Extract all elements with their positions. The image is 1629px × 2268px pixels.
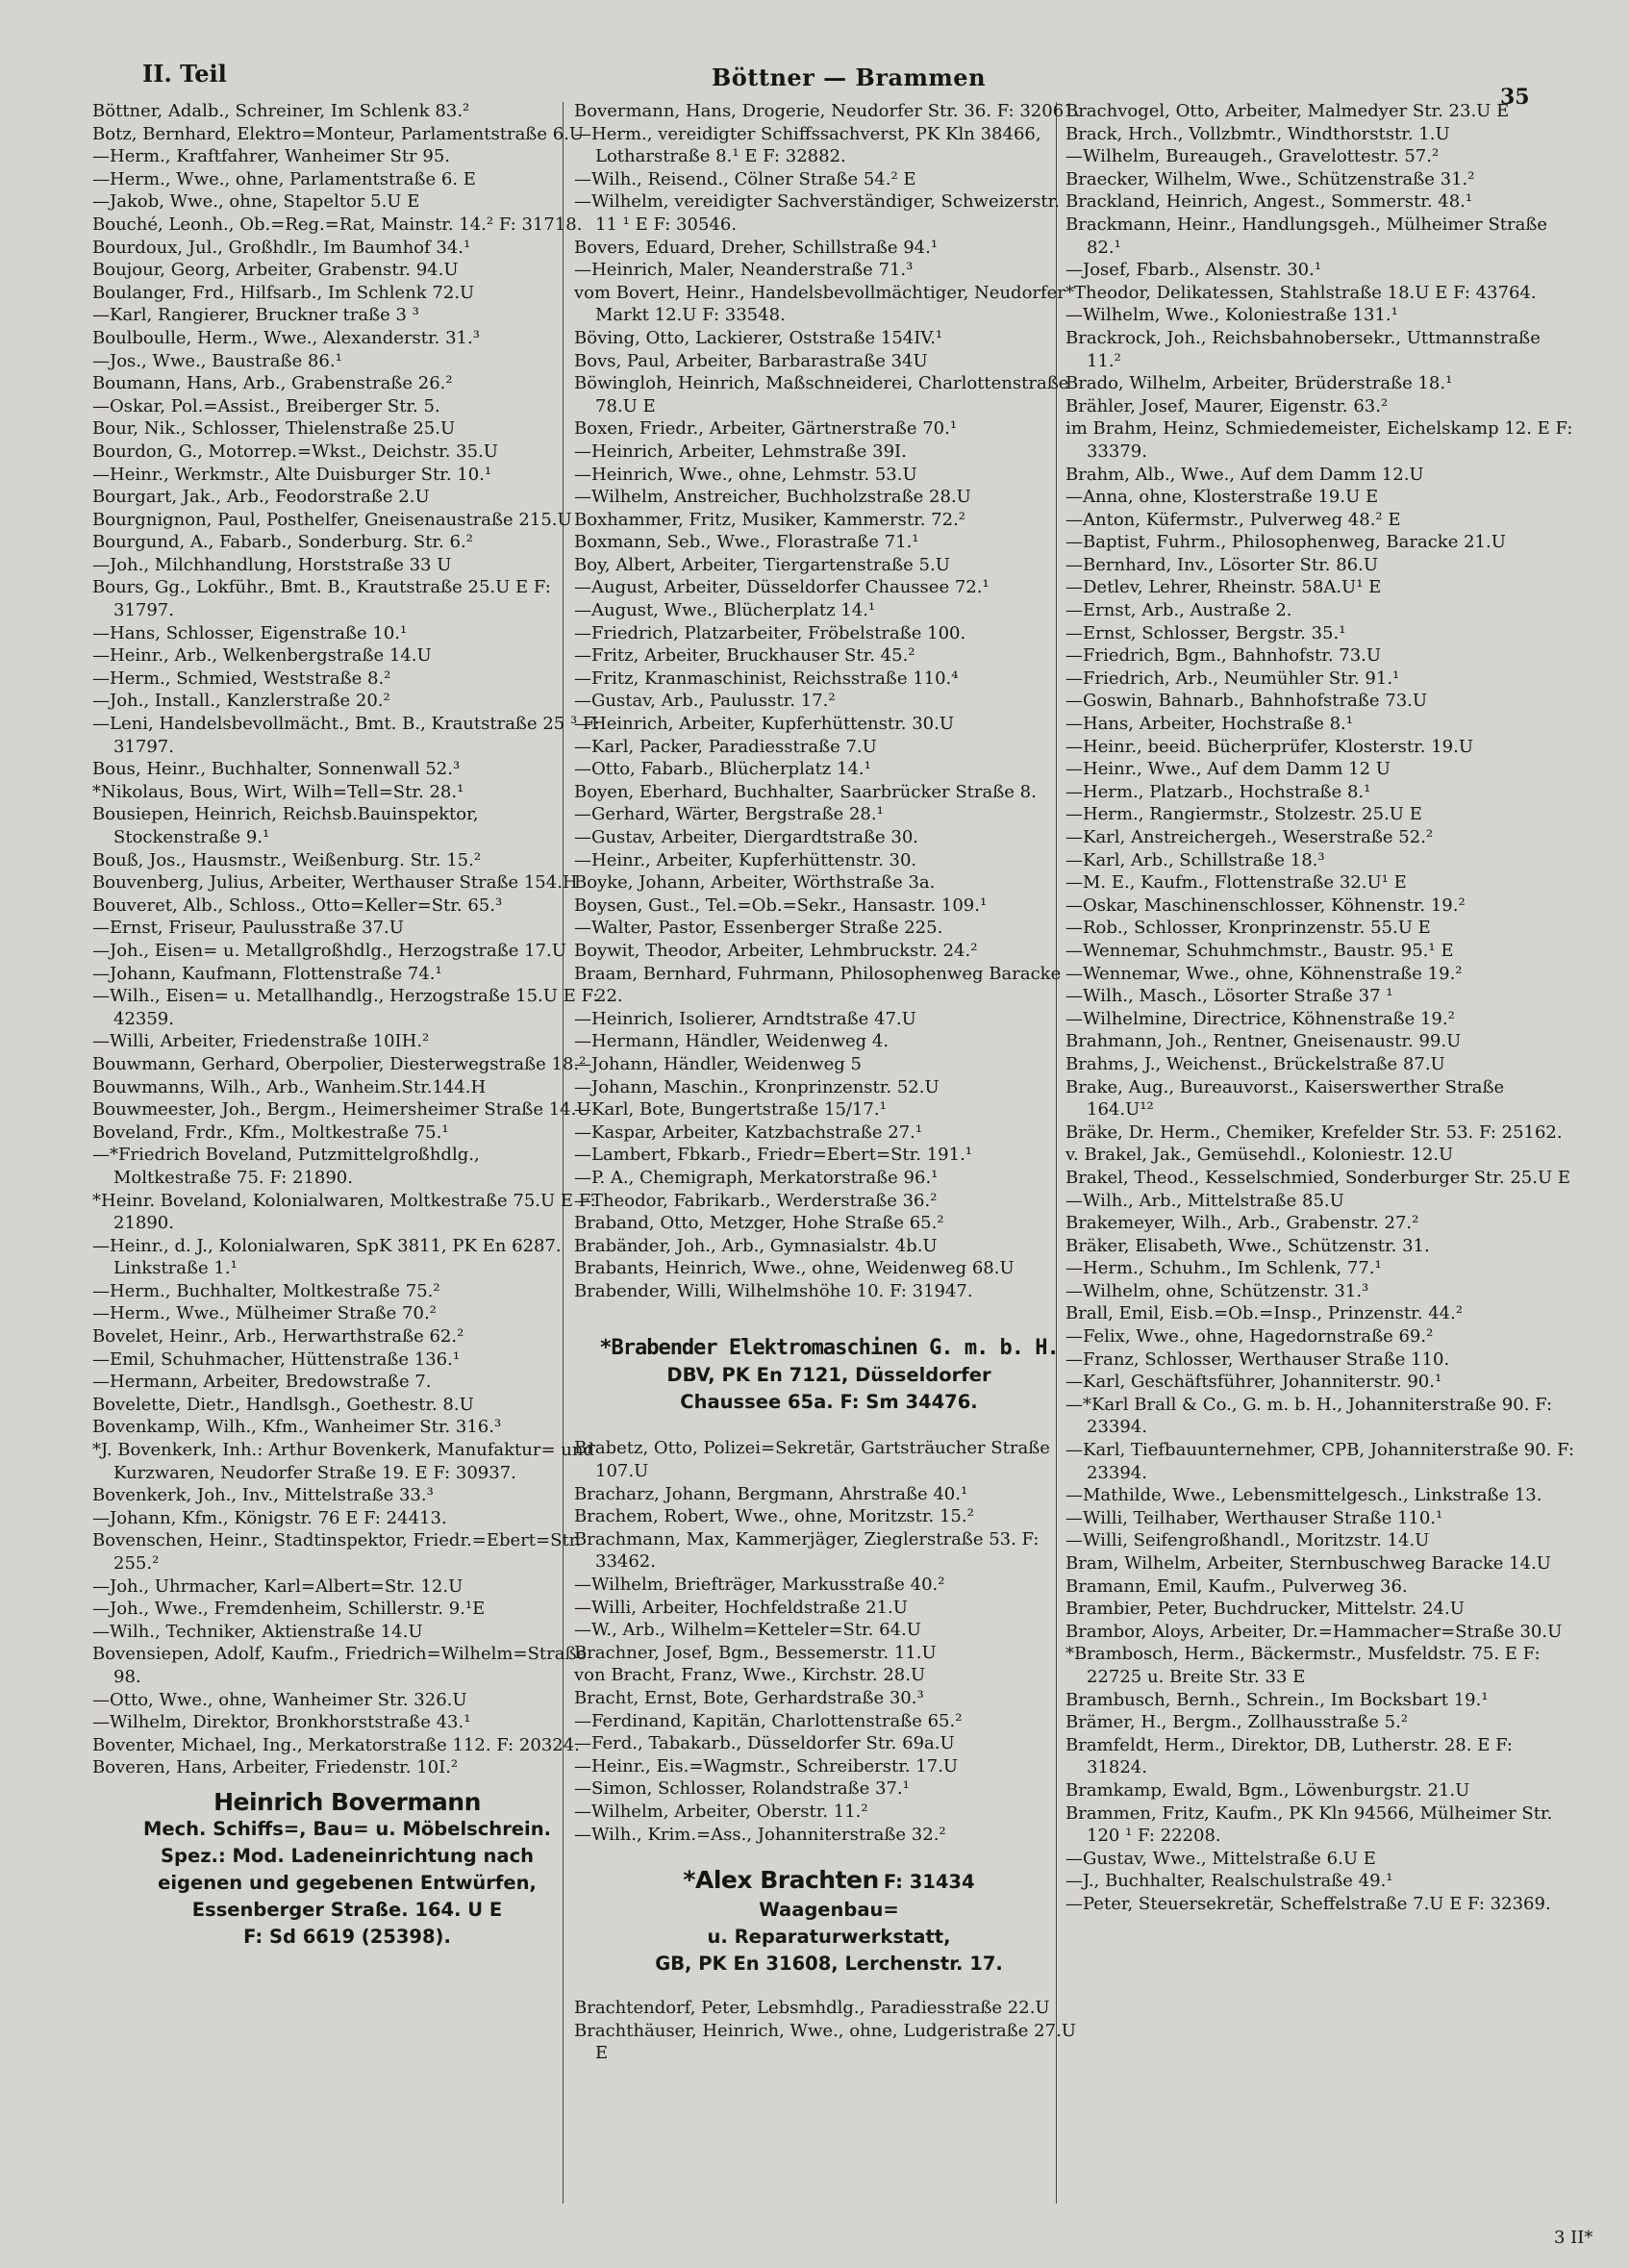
directory-entry: —Joh., Wwe., Fremdenheim, Schillerstr. 9.¹E	[92, 1599, 486, 1620]
column-1	[92, 100, 602, 1956]
directory-entry: —Heinrich, Wwe., ohne, Lehmstr. 53.U	[574, 464, 917, 485]
directory-entry: —Karl, Tiefbauunternehmer, CPB, Johanniterstraße 90. F: 23394.	[1065, 1440, 1575, 1483]
directory-entry: —Baptist, Fuhrm., Philosophenweg, Baracke 21.U	[1065, 532, 1506, 553]
directory-entry: —Anton, Küfermstr., Pulverweg 48.² E	[1065, 509, 1401, 530]
directory-entry: Bräker, Elisabeth, Wwe., Schützenstr. 31.	[1065, 1235, 1430, 1256]
directory-entry: —Ernst, Arb., Austraße 2.	[1065, 600, 1292, 621]
directory-entry: —Wilhelm, Briefträger, Markusstraße 40.²	[574, 1575, 945, 1596]
directory-entry: —Heinr., Werkmstr., Alte Duisburger Str. 10.¹	[92, 464, 492, 485]
directory-entry: Boysen, Gust., Tel.=Ob.=Sekr., Hansastr. 109.¹	[574, 895, 988, 916]
directory-entry: —Herm., Schuhm., Im Schlenk, 77.¹	[1065, 1258, 1382, 1279]
directory-entry: —Wilhelmine, Directrice, Köhnenstraße 19.²	[1065, 1008, 1455, 1029]
directory-entry: —Heinrich, Arbeiter, Kupferhüttenstr. 30.U	[574, 714, 954, 735]
directory-entry: Bourgund, A., Fabarb., Sonderburg. Str. 6.²	[92, 532, 473, 553]
directory-entry: —Wilhelm, Direktor, Bronkhorststraße 43.¹	[92, 1712, 471, 1733]
directory-entry: —*Friedrich Boveland, Putzmittelgroßhdlg., Moltkestraße 75. F: 21890.	[92, 1145, 480, 1188]
section-label: II. Teil	[142, 60, 227, 88]
directory-entry: Brammen, Fritz, Kaufm., PK Kln 94566, Mülheimer Str. 120 ¹ F: 22208.	[1065, 1802, 1553, 1847]
directory-entry: Böttner, Adalb., Schreiner, Im Schlenk 83.²	[92, 101, 470, 121]
directory-entry: —Joh., Install., Kanzlerstraße 20.²	[92, 691, 390, 712]
directory-entry: Brahmann, Joh., Rentner, Gneisenaustr. 99.U	[1065, 1031, 1462, 1052]
directory-entry: —Ernst, Schlosser, Bergstr. 35.¹	[1065, 622, 1346, 643]
directory-entry: Boyke, Johann, Arbeiter, Wörthstraße 3a.	[574, 872, 936, 894]
directory-entry: Brabetz, Otto, Polizei=Sekretär, Gartsträucher Straße 107.U	[574, 1438, 1050, 1482]
directory-entry: —Friedrich, Arb., Neumühler Str. 91.¹	[1065, 668, 1400, 689]
directory-entry: Bramann, Emil, Kaufm., Pulverweg 36.	[1065, 1575, 1408, 1597]
directory-entry: Bovelet, Heinr., Arb., Herwarthstraße 62.²	[92, 1326, 464, 1348]
directory-entry: —Karl, Packer, Paradiesstraße 7.U	[574, 736, 877, 757]
directory-entry: —Karl, Arb., Schillstraße 18.³	[1065, 849, 1325, 870]
directory-entry: —Jakob, Wwe., ohne, Stapeltor 5.U E	[92, 191, 420, 213]
directory-entry: —Hermann, Händler, Weidenweg 4.	[574, 1031, 890, 1052]
directory-entry: Brämer, H., Bergm., Zollhausstraße 5.²	[1065, 1712, 1409, 1733]
column-2	[574, 100, 1084, 2065]
entry-list-2a	[574, 100, 1084, 1302]
directory-entry: Bovelette, Dietr., Handlsgh., Goethestr. 8.U	[92, 1394, 474, 1415]
advert-line: Mech. Schiffs=, Bau= u. Möbelschrein.	[142, 1817, 552, 1840]
advert-brabender	[574, 1335, 1084, 1416]
directory-entry: Brackrock, Joh., Reichsbahnobersekr., Uttmannstraße 11.²	[1065, 327, 1541, 371]
signature-mark: 3 II*	[1554, 2228, 1593, 2248]
directory-entry: —Goswin, Bahnarb., Bahnhofstraße 73.U	[1065, 691, 1428, 712]
directory-entry: —Wilh., Techniker, Aktienstraße 14.U	[92, 1621, 423, 1642]
directory-entry: Brabants, Heinrich, Wwe., ohne, Weidenweg 68.U	[574, 1258, 1015, 1279]
directory-entry: —Heinrich, Maler, Neanderstraße 71.³	[574, 260, 914, 281]
directory-entry: —Otto, Wwe., ohne, Wanheimer Str. 326.U	[92, 1689, 467, 1710]
directory-entry: —Heinr., d. J., Kolonialwaren, SpK 3811, PK En 6287. Linkstraße 1.¹	[92, 1235, 562, 1279]
advert-line: F: Sd 6619 (25398).	[243, 1925, 451, 1948]
directory-entry: Brado, Wilhelm, Arbeiter, Brüderstraße 18.¹	[1065, 373, 1453, 394]
directory-entry: —Wilh., Krim.=Ass., Johanniterstraße 32.²	[574, 1824, 946, 1845]
advert-line: Waagenbau=	[759, 1899, 899, 1922]
directory-entry: —Wennemar, Wwe., ohne, Köhnenstraße 19.²	[1065, 963, 1463, 984]
directory-entry: Brake, Aug., Bureauvorst., Kaiserswerther Straße 164.U¹²	[1065, 1076, 1505, 1121]
directory-entry: von Bracht, Franz, Wwe., Kirchstr. 28.U	[574, 1665, 926, 1686]
directory-entry: —Wilh., Masch., Lösorter Straße 37 ¹	[1065, 986, 1393, 1007]
directory-entry: Brachtendorf, Peter, Lebsmhdlg., Paradiesstraße 22.U	[574, 1998, 1050, 2019]
directory-entry: Boyen, Eberhard, Buchhalter, Saarbrücker Straße 8.	[574, 781, 1037, 802]
directory-entry: —Herm., Wwe., ohne, Parlamentstraße 6. E	[92, 168, 476, 189]
directory-entry: Brambor, Aloys, Arbeiter, Dr.=Hammacher=Straße 30.U	[1065, 1621, 1563, 1642]
directory-entry: —Fritz, Kranmaschinist, Reichsstraße 110.⁴	[574, 668, 959, 689]
directory-entry: —Joh., Uhrmacher, Karl=Albert=Str. 12.U	[92, 1575, 464, 1597]
directory-entry: —Willi, Seifengroßhandl., Moritzstr. 14.U	[1065, 1530, 1430, 1551]
directory-entry: —Wilhelm, Arbeiter, Oberstr. 11.²	[574, 1801, 868, 1822]
directory-entry: —Jos., Wwe., Baustraße 86.¹	[92, 350, 342, 371]
directory-entry: Brackmann, Heinr., Handlungsgeh., Mülheimer Straße 82.¹	[1065, 214, 1548, 258]
directory-entry: —Heinrich, Isolierer, Arndtstraße 47.U	[574, 1008, 916, 1029]
directory-entry: *Heinr. Boveland, Kolonialwaren, Moltkestraße 75.U E F: 21890.	[92, 1190, 596, 1234]
directory-entry: Brahms, J., Weichenst., Brückelstraße 87.U	[1065, 1053, 1445, 1074]
directory-entry: Bovenschen, Heinr., Stadtinspektor, Friedr.=Ebert=Str. 255.²	[92, 1530, 582, 1574]
directory-entry: Bous, Heinr., Buchhalter, Sonnenwall 52.³	[92, 759, 461, 780]
directory-entry: —Ferdinand, Kapitän, Charlottenstraße 65.²	[574, 1710, 963, 1731]
directory-entry: —*Karl Brall & Co., G. m. b. H., Johanniterstraße 90. F: 23394.	[1065, 1394, 1553, 1438]
directory-entry: —August, Arbeiter, Düsseldorfer Chaussee 72.¹	[574, 577, 990, 598]
directory-entry: —Willi, Teilhaber, Werthauser Straße 110.¹	[1065, 1507, 1443, 1528]
directory-entry: —Johann, Kaufmann, Flottenstraße 74.¹	[92, 963, 442, 984]
directory-entry: —Lambert, Fbkarb., Friedr=Ebert=Str. 191.¹	[574, 1145, 973, 1166]
directory-entry: Bourgart, Jak., Arb., Feodorstraße 2.U	[92, 487, 430, 508]
directory-entry: Bracharz, Johann, Bergmann, Ahrstraße 40.¹	[574, 1483, 968, 1504]
directory-entry: *J. Bovenkerk, Inh.: Arthur Bovenkerk, Manufaktur= und Kurzwaren, Neudorfer Straße 19. E F: 30937.	[92, 1440, 594, 1483]
directory-entry: Bourdon, G., Motorrep.=Wkst., Deichstr. 35.U	[92, 441, 498, 462]
directory-entry: Bouwmann, Gerhard, Oberpolier, Diesterwegstraße 18.²	[92, 1053, 587, 1074]
directory-entry: Bour, Nik., Schlosser, Thielenstraße 25.U	[92, 418, 456, 440]
directory-entry: —Heinrich, Arbeiter, Lehmstraße 39I.	[574, 441, 907, 462]
directory-entry: —W., Arb., Wilhelm=Ketteler=Str. 64.U	[574, 1620, 921, 1641]
entry-list-1	[92, 100, 602, 1779]
directory-entry: —Herm., Wwe., Mülheimer Straße 70.²	[92, 1303, 437, 1324]
directory-entry: Bram, Wilhelm, Arbeiter, Sternbuschweg Baracke 14.U	[1065, 1553, 1551, 1574]
directory-entry: —Franz, Schlosser, Werthauser Straße 110.	[1065, 1348, 1450, 1370]
directory-entry: *Brambosch, Herm., Bäckermstr., Musfeldstr. 75. E F: 22725 u. Breite Str. 33 E	[1065, 1644, 1541, 1687]
directory-entry: —Heinr., Arb., Welkenbergstraße 14.U	[92, 645, 432, 667]
directory-entry: v. Brakel, Jak., Gemüsehdl., Koloniestr. 12.U	[1065, 1145, 1454, 1166]
directory-entry: Brachner, Josef, Bgm., Bessemerstr. 11.U	[574, 1642, 937, 1663]
directory-entry: Bousiepen, Heinrich, Reichsb.Bauinspektor, Stockenstraße 9.¹	[92, 804, 479, 847]
directory-entry: Bourgnignon, Paul, Posthelfer, Gneisenaustraße 215.U	[92, 509, 572, 530]
directory-entry: Bovensiepen, Adolf, Kaufm., Friedrich=Wilhelm=Straße 98.	[92, 1644, 588, 1687]
directory-entry: Brahm, Alb., Wwe., Auf dem Damm 12.U	[1065, 464, 1424, 485]
directory-entry: —Fritz, Arbeiter, Bruckhauser Str. 45.²	[574, 645, 915, 667]
directory-entry: —Karl, Rangierer, Bruckner traße 3 ³	[92, 305, 419, 326]
advert-line: Spez.: Mod. Ladeneinrichtung nach	[160, 1844, 535, 1867]
directory-entry: —Ernst, Friseur, Paulusstraße 37.U	[92, 918, 404, 939]
column-3	[1065, 100, 1575, 1916]
directory-entry: Brähler, Josef, Maurer, Eigenstr. 63.²	[1065, 395, 1389, 416]
directory-entry: —Hermann, Arbeiter, Bredowstraße 7.	[92, 1372, 432, 1393]
directory-entry: Botz, Bernhard, Elektro=Monteur, Parlamentstraße 6.U	[92, 123, 585, 144]
advert-line: Chaussee 65a. F: Sm 34476.	[680, 1391, 978, 1414]
directory-entry: Brambusch, Bernh., Schrein., Im Bocksbart 19.¹	[1065, 1689, 1489, 1710]
directory-entry: Brakel, Theod., Kesselschmied, Sonderburger Str. 25.U E	[1065, 1167, 1571, 1188]
directory-entry: Bouveret, Alb., Schloss., Otto=Keller=Str. 65.³	[92, 895, 503, 916]
directory-entry: —Wilh., Reisend., Cölner Straße 54.² E	[574, 168, 916, 189]
directory-entry: —Herm., Schmied, Weststraße 8.²	[92, 668, 391, 689]
directory-entry: —Johann, Händler, Weidenweg 5	[574, 1053, 862, 1074]
directory-entry: —M. E., Kaufm., Flottenstraße 32.U¹ E	[1065, 872, 1407, 894]
directory-entry: —Joh., Eisen= u. Metallgroßhdlg., Herzogstraße 17.U	[92, 940, 566, 961]
directory-entry: —Emil, Schuhmacher, Hüttenstraße 136.¹	[92, 1348, 461, 1370]
advert-phone: F: 31434	[883, 1871, 975, 1894]
entry-list-2c	[574, 1997, 1084, 2065]
directory-entry: Bours, Gg., Lokführ., Bmt. B., Krautstraße 25.U E F: 31797.	[92, 577, 551, 621]
directory-entry: Boulboulle, Herm., Wwe., Alexanderstr. 31.³	[92, 327, 480, 348]
directory-entry: —Bernhard, Inv., Lösorter Str. 86.U	[1065, 554, 1378, 575]
directory-entry: *Nikolaus, Bous, Wirt, Wilh=Tell=Str. 28.¹	[92, 781, 464, 802]
directory-entry: Brall, Emil, Eisb.=Ob.=Insp., Prinzenstr. 44.²	[1065, 1303, 1464, 1324]
directory-entry: —J., Buchhalter, Realschulstraße 49.¹	[1065, 1871, 1393, 1892]
directory-entry: Boxen, Friedr., Arbeiter, Gärtnerstraße 70.¹	[574, 418, 958, 440]
directory-entry: —Willi, Arbeiter, Friedenstraße 10IH.²	[92, 1031, 430, 1052]
directory-entry: —Mathilde, Wwe., Lebensmittelgesch., Linkstraße 13.	[1065, 1485, 1542, 1506]
directory-entry: —Heinr., Wwe., Auf dem Damm 12 U	[1065, 759, 1391, 780]
directory-entry: Brackland, Heinrich, Angest., Sommerstr. 48.¹	[1065, 191, 1473, 213]
directory-entry: Boywit, Theodor, Arbeiter, Lehmbruckstr. 24.²	[574, 940, 978, 961]
directory-entry: Braband, Otto, Metzger, Hohe Straße 65.²	[574, 1213, 944, 1234]
running-head: Böttner — Brammen	[712, 63, 987, 91]
directory-entry: Boulanger, Frd., Hilfsarb., Im Schlenk 72.U	[92, 282, 475, 303]
directory-entry: —Walter, Pastor, Essenberger Straße 225.	[574, 918, 943, 939]
directory-entry: —Gustav, Wwe., Mittelstraße 6.U E	[1065, 1848, 1376, 1869]
directory-entry: —Theodor, Fabrikarb., Werderstraße 36.²	[574, 1190, 938, 1211]
directory-entry: —Heinr., Eis.=Wagmstr., Schreiberstr. 17.U	[574, 1755, 959, 1777]
directory-entry: —Anna, ohne, Klosterstraße 19.U E	[1065, 487, 1379, 508]
advert-line: u. Reparaturwerkstatt,	[707, 1926, 951, 1949]
directory-entry: —August, Wwe., Blücherplatz 14.¹	[574, 600, 876, 621]
directory-entry: —Friedrich, Platzarbeiter, Fröbelstraße 100.	[574, 622, 966, 643]
directory-entry: Bräke, Dr. Herm., Chemiker, Krefelder Str. 53. F: 25162.	[1065, 1121, 1563, 1143]
advert-bovermann	[92, 1789, 602, 1951]
directory-entry: —Heinr., beeid. Bücherprüfer, Klosterstr. 19.U	[1065, 736, 1474, 757]
directory-entry: —Wilh., Eisen= u. Metallhandlg., Herzogstraße 15.U E F: 42359.	[92, 986, 599, 1029]
directory-entry: —Karl, Geschäftsführer, Johanniterstr. 90.¹	[1065, 1372, 1442, 1393]
directory-entry: Bovenkerk, Joh., Inv., Mittelstraße 33.³	[92, 1485, 434, 1506]
directory-entry: Boumann, Hans, Arb., Grabenstraße 26.²	[92, 373, 453, 394]
entry-list-3	[1065, 100, 1575, 1916]
directory-entry: —Ferd., Tabakarb., Düsseldorfer Str. 69a.U	[574, 1733, 955, 1754]
directory-entry: —Herm., Kraftfahrer, Wanheimer Str 95.	[92, 146, 451, 167]
directory-entry: —Wilhelm, Anstreicher, Buchholzstraße 28.U	[574, 487, 971, 508]
advert-line: GB, PK En 31608, Lerchenstr. 17.	[655, 1953, 1003, 1976]
directory-entry: —Wennemar, Schuhmchmstr., Baustr. 95.¹ E	[1065, 940, 1454, 961]
page-number: 35	[1500, 85, 1530, 110]
advert-brachten	[574, 1867, 1084, 1978]
directory-entry: Brabänder, Joh., Arb., Gymnasialstr. 4b.U	[574, 1235, 938, 1256]
directory-entry: Bovenkamp, Wilh., Kfm., Wanheimer Str. 316.³	[92, 1417, 502, 1438]
directory-entry: Boxmann, Seb., Wwe., Florastraße 71.¹	[574, 532, 919, 553]
directory-entry: —Peter, Steuersekretär, Scheffelstraße 7.U E F: 32369.	[1065, 1893, 1551, 1914]
advert-line: DBV, PK En 7121, Düsseldorfer	[666, 1364, 991, 1387]
directory-entry: Böving, Otto, Lackierer, Oststraße 154IV.¹	[574, 327, 943, 348]
advert-title: *Brabender Elektromaschinen G. m. b. H.	[599, 1336, 1059, 1361]
directory-entry: —Oskar, Pol.=Assist., Breiberger Str. 5.	[92, 395, 440, 416]
directory-entry: —Felix, Wwe., ohne, Hagedornstraße 69.²	[1065, 1326, 1434, 1348]
directory-entry: —Herm., vereidigter Schiffssachverst, PK Kln 38466, Lotharstraße 8.¹ E F: 32882.	[574, 123, 1041, 167]
directory-entry: —Detlev, Lehrer, Rheinstr. 58A.U¹ E	[1065, 577, 1382, 598]
advert-title: *Alex Brachten	[683, 1866, 879, 1895]
directory-entry: vom Bovert, Heinr., Handelsbevollmächtiger, Neudorfer Markt 12.U F: 33548.	[574, 282, 1065, 326]
advert-title: Heinrich Bovermann	[213, 1787, 481, 1816]
directory-entry: Bouß, Jos., Hausmstr., Weißenburg. Str. 15.²	[92, 849, 482, 870]
directory-entry: —Herm., Platzarb., Hochstraße 8.¹	[1065, 781, 1371, 802]
directory-entry: —Friedrich, Bgm., Bahnhofstr. 73.U	[1065, 645, 1382, 667]
directory-entry: —Wilh., Arb., Mittelstraße 85.U	[1065, 1190, 1344, 1211]
directory-entry: —Gustav, Arbeiter, Diergardtstraße 30.	[574, 827, 919, 847]
directory-entry: Boy, Albert, Arbeiter, Tiergartenstraße 5.U	[574, 554, 950, 575]
directory-entry: im Brahm, Heinz, Schmiedemeister, Eichelskamp 12. E F: 33379.	[1065, 418, 1573, 462]
directory-entry: —Hans, Arbeiter, Hochstraße 8.¹	[1065, 714, 1353, 735]
directory-entry: —Rob., Schlosser, Kronprinzenstr. 55.U E	[1065, 918, 1431, 939]
directory-entry: —Karl, Anstreichergeh., Weserstraße 52.²	[1065, 827, 1434, 847]
directory-entry: —Willi, Arbeiter, Hochfeldstraße 21.U	[574, 1597, 908, 1618]
advert-line: eigenen und gegebenen Entwürfen,	[158, 1871, 537, 1894]
directory-entry: Bramfeldt, Herm., Direktor, DB, Lutherstr. 28. E F: 31824.	[1065, 1734, 1513, 1778]
directory-entry: —Johann, Kfm., Königstr. 76 E F: 24413.	[92, 1507, 447, 1528]
directory-entry: Bovs, Paul, Arbeiter, Barbarastraße 34U	[574, 350, 928, 371]
directory-entry: —Karl, Bote, Bungertstraße 15/17.¹	[574, 1099, 887, 1121]
directory-entry: Braam, Bernhard, Fuhrmann, Philosophenweg Baracke 22.	[574, 963, 1062, 1007]
directory-entry: —Kaspar, Arbeiter, Katzbachstraße 27.¹	[574, 1121, 923, 1143]
directory-entry: Bovermann, Hans, Drogerie, Neudorfer Str. 36. F: 32061.	[574, 101, 1081, 121]
directory-entry: Bovers, Eduard, Dreher, Schillstraße 94.¹	[574, 237, 939, 258]
directory-entry: —Hans, Schlosser, Eigenstraße 10.¹	[92, 622, 408, 643]
directory-entry: Braecker, Wilhelm, Wwe., Schützenstraße 31.²	[1065, 168, 1475, 189]
directory-entry: —Leni, Handelsbevollmächt., Bmt. B., Krautstraße 25 ³ F: 31797.	[92, 714, 600, 757]
directory-entry: *Theodor, Delikatessen, Stahlstraße 18.U E F: 43764.	[1065, 282, 1537, 303]
directory-entry: —Herm., Buchhalter, Moltkestraße 75.²	[92, 1280, 440, 1301]
directory-entry: —Gustav, Arb., Paulusstr. 17.²	[574, 691, 836, 712]
directory-entry: —P. A., Chemigraph, Merkatorstraße 96.¹	[574, 1167, 939, 1188]
directory-entry: Bramkamp, Ewald, Bgm., Löwenburgstr. 21.U	[1065, 1779, 1470, 1801]
directory-entry: —Wilhelm, Bureaugeh., Gravelottestr. 57.²	[1065, 146, 1440, 167]
directory-entry: Boventer, Michael, Ing., Merkatorstraße 112. F: 20324.	[92, 1734, 580, 1755]
directory-entry: Brachmann, Max, Kammerjäger, Zieglerstraße 53. F: 33462.	[574, 1528, 1040, 1573]
directory-entry: —Herm., Rangiermstr., Stolzestr. 25.U E	[1065, 804, 1422, 825]
directory-entry: Bourdoux, Jul., Großhdlr., Im Baumhof 34.¹	[92, 237, 471, 258]
directory-entry: —Simon, Schlosser, Rolandstraße 37.¹	[574, 1778, 910, 1800]
directory-entry: —Wilhelm, Wwe., Koloniestraße 131.¹	[1065, 305, 1398, 326]
directory-entry: Böwingloh, Heinrich, Maßschneiderei, Charlottenstraße 78.U E	[574, 373, 1069, 416]
directory-entry: Bouché, Leonh., Ob.=Reg.=Rat, Mainstr. 14.² F: 31718.	[92, 214, 583, 235]
directory-entry: Brack, Hrch., Vollzbmtr., Windthorststr. 1.U	[1065, 123, 1450, 144]
directory-entry: —Oskar, Maschinenschlosser, Köhnenstr. 19.²	[1065, 895, 1466, 916]
advert-line: Essenberger Straße. 164. U E	[191, 1898, 503, 1921]
directory-entry: Bouwmanns, Wilh., Arb., Wanheim.Str.144.H	[92, 1076, 487, 1097]
entry-list-2b	[574, 1437, 1084, 1846]
directory-entry: —Otto, Fabarb., Blücherplatz 14.¹	[574, 759, 871, 780]
directory-entry: —Joh., Milchhandlung, Horststraße 33 U	[92, 554, 452, 575]
directory-entry: —Heinr., Arbeiter, Kupferhüttenstr. 30.	[574, 849, 917, 870]
directory-entry: —Johann, Maschin., Kronprinzenstr. 52.U	[574, 1076, 940, 1097]
directory-entry: Brachvogel, Otto, Arbeiter, Malmedyer Str. 23.U E	[1065, 101, 1510, 121]
directory-entry: Bouvenberg, Julius, Arbeiter, Werthauser Straße 154.H	[92, 872, 578, 894]
directory-entry: —Gerhard, Wärter, Bergstraße 28.¹	[574, 804, 884, 825]
directory-entry: —Wilhelm, vereidigter Sachverständiger, Schweizerstr. 11 ¹ E F: 30546.	[574, 191, 1060, 235]
directory-entry: Brambier, Peter, Buchdrucker, Mittelstr. 24.U	[1065, 1599, 1465, 1620]
directory-entry: Brabender, Willi, Wilhelmshöhe 10. F: 31947.	[574, 1280, 973, 1301]
directory-entry: Boveren, Hans, Arbeiter, Friedenstr. 10I.²	[92, 1757, 459, 1778]
directory-entry: Brachthäuser, Heinrich, Wwe., ohne, Ludgeristraße 27.U E	[574, 2020, 1076, 2064]
directory-entry: —Wilhelm, ohne, Schützenstr. 31.³	[1065, 1280, 1369, 1301]
directory-entry: Boujour, Georg, Arbeiter, Grabenstr. 94.U	[92, 260, 459, 281]
directory-entry: Boveland, Frdr., Kfm., Moltkestraße 75.¹	[92, 1121, 449, 1143]
directory-entry: Bouwmeester, Joh., Bergm., Heimersheimer Straße 14.U	[92, 1099, 591, 1121]
directory-entry: —Josef, Fbarb., Alsenstr. 30.¹	[1065, 260, 1322, 281]
directory-entry: Brachem, Robert, Wwe., ohne, Moritzstr. 15.²	[574, 1506, 974, 1527]
directory-entry: Bracht, Ernst, Bote, Gerhardstraße 30.³	[574, 1688, 924, 1708]
directory-entry: Brakemeyer, Wilh., Arb., Grabenstr. 27.²	[1065, 1213, 1419, 1234]
directory-entry: Boxhammer, Fritz, Musiker, Kammerstr. 72.²	[574, 509, 966, 530]
